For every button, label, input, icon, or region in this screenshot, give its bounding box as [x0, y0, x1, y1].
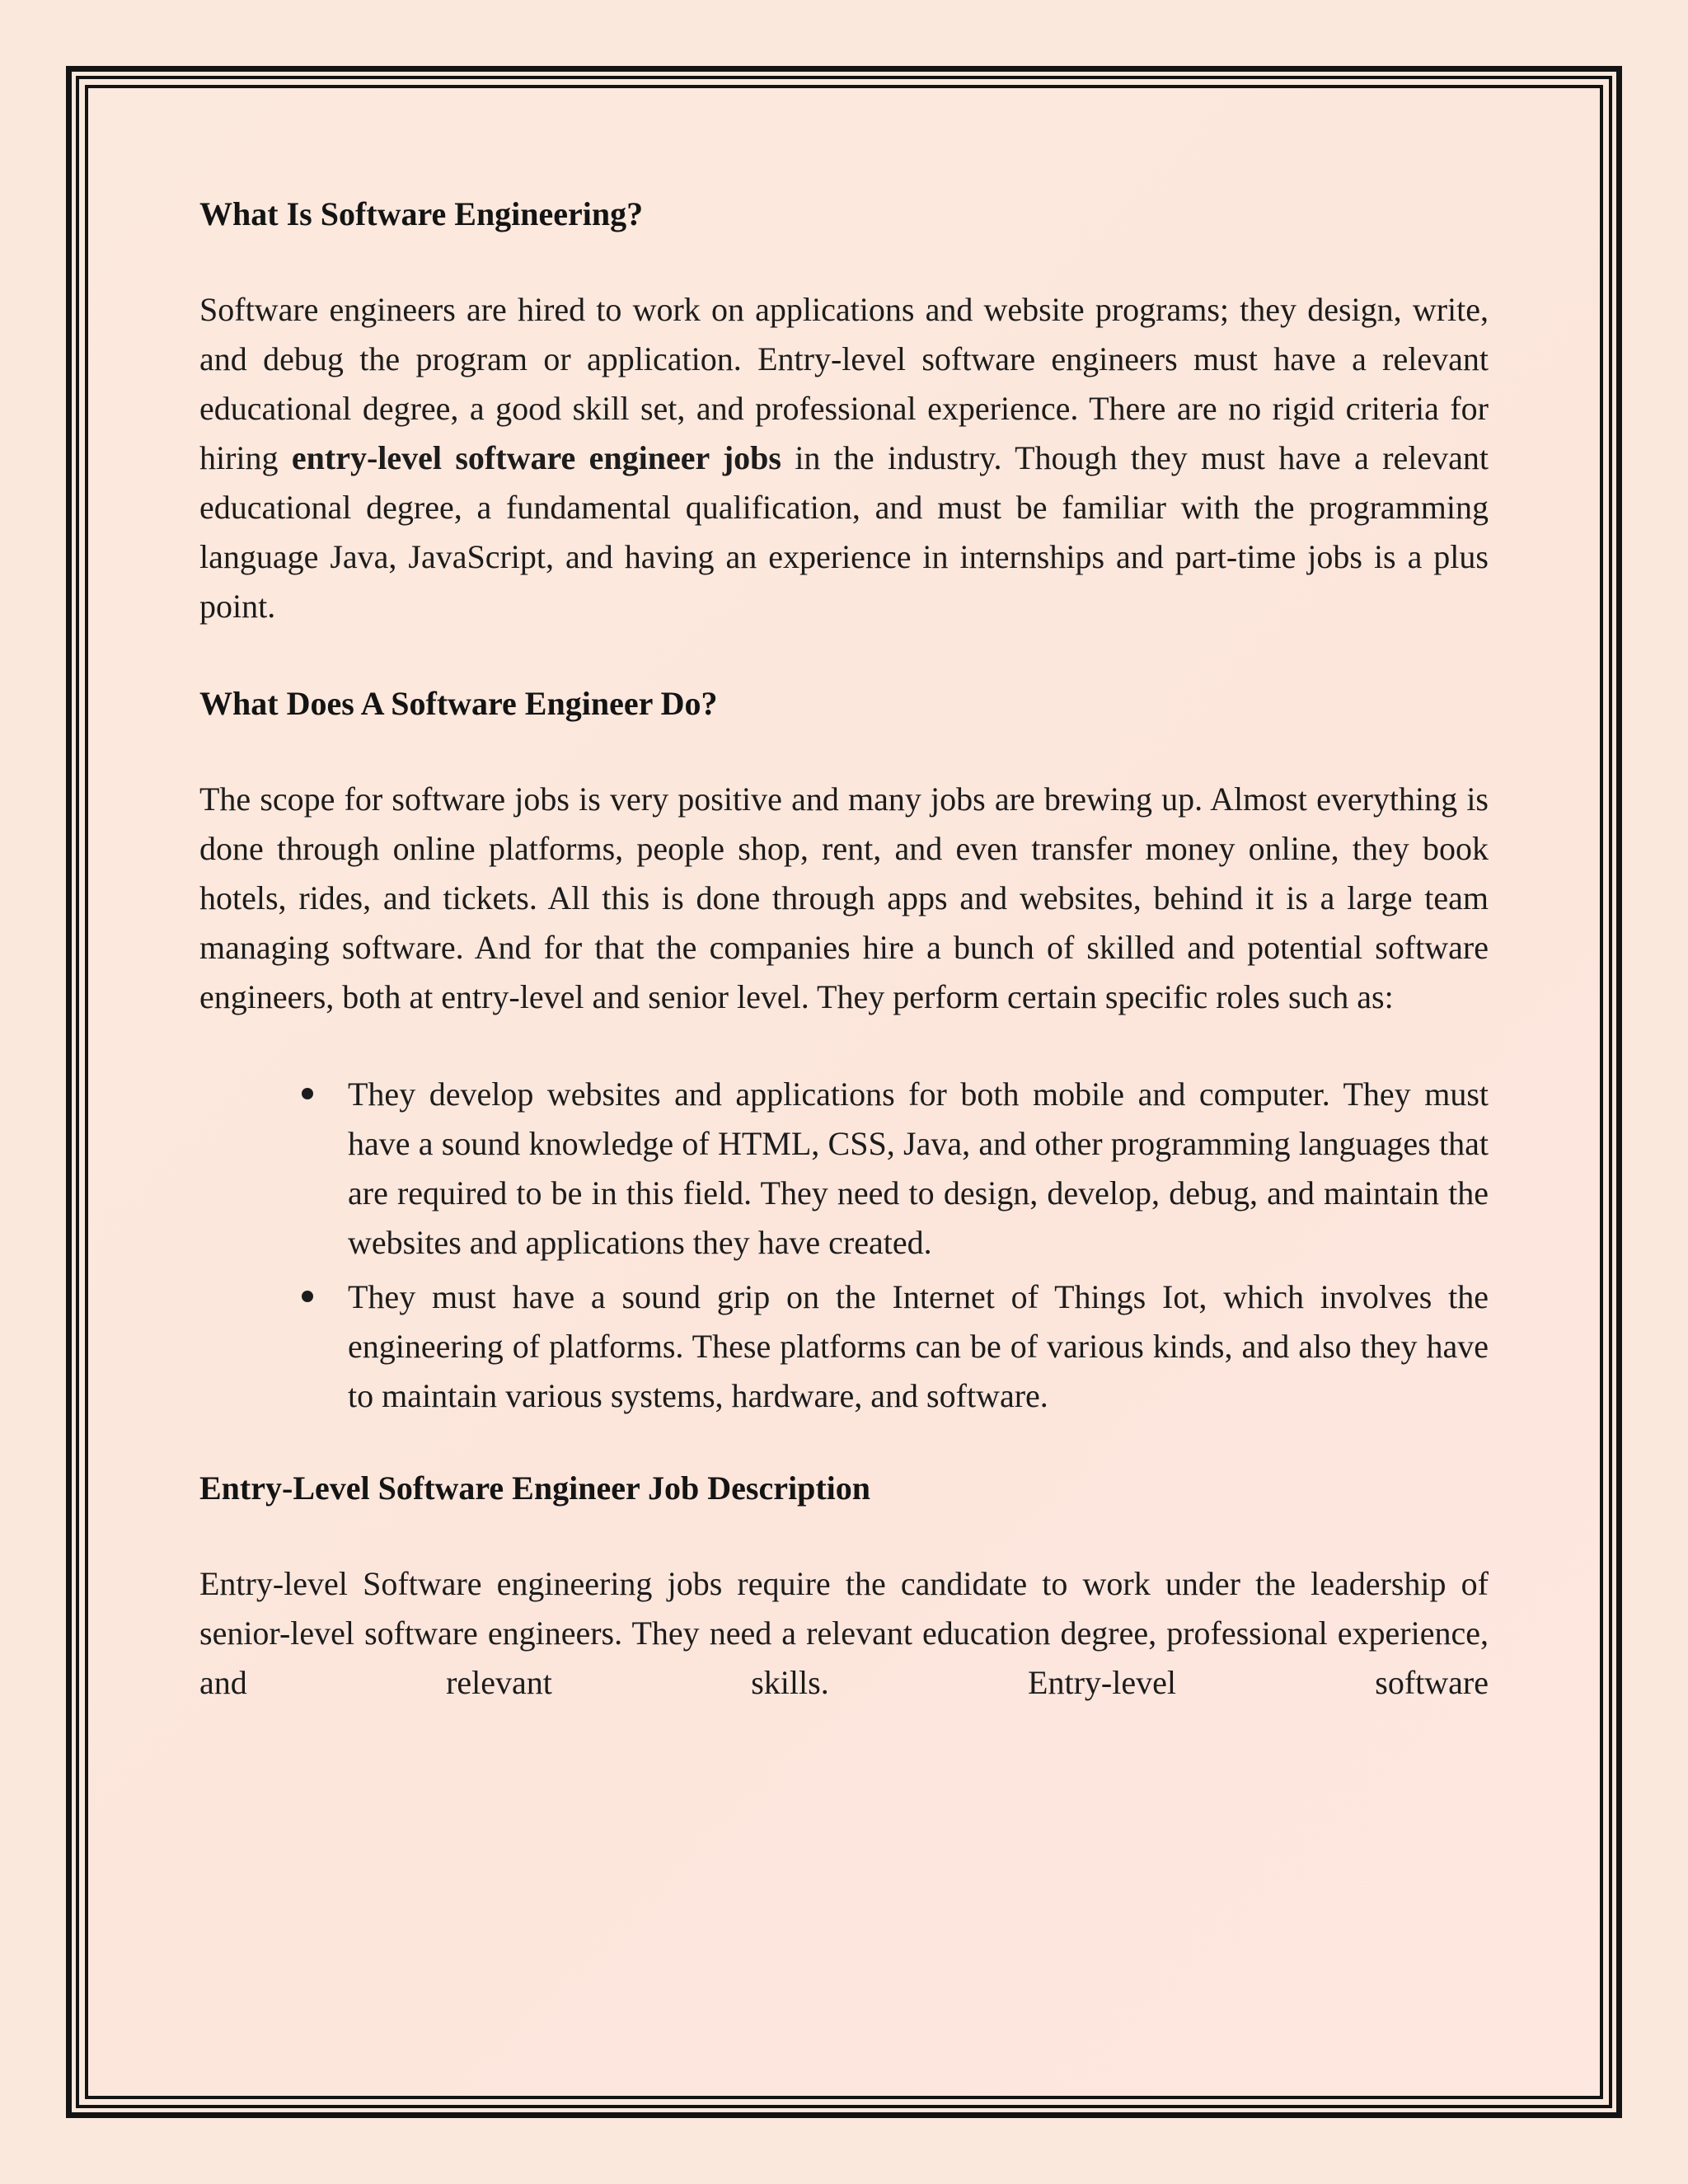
section-paragraph-what-does-a-software-engineer-do: The scope for software jobs is very positive and many jobs are brewing up. Almost everything is done through online platforms, people shop, rent, and even transfer money online, they book hotels, rides, and tickets. All this is done through apps and websites, behind it is a large team managing software. And for that the companies hire a bunch of skilled and potential software engineers, both at entry-level and senior level. They perform certain specific roles such as:	[199, 780, 1489, 1015]
paragraph-text-part-1: Software engineers are hired to work on applications and website programs; they design, write, and debug the program or application. Entry-level software engineers must have a relevant educational degree, a good skill set, and professional experience. There are no rigid criteria for hiring	[199, 291, 1489, 476]
list-item-text: They develop websites and applications for both mobile and computer. They must have a sound knowledge of HTML, CSS, Java, and other programming languages that are required to be in this field. They need to design, develop, debug, and maintain the websites and applications they have created.	[348, 1076, 1489, 1261]
bold-keyword-link: entry-level software engineer jobs	[291, 439, 781, 476]
section-heading-what-does-a-software-engineer-do: What Does A Software Engineer Do?	[199, 685, 718, 722]
section-paragraph-what-is-software-engineering	[199, 285, 1489, 631]
document-body	[199, 190, 1489, 1708]
section-heading-what-is-software-engineering: What Is Software Engineering?	[199, 195, 644, 232]
list-item	[348, 1272, 1489, 1421]
list-item-text: They must have a sound grip on the Internet of Things Iot, which involves the engineering of platforms. These platforms can be of various kinds, and also they have to maintain various systems, hardware, and software.	[348, 1278, 1489, 1414]
bullet-icon	[302, 1088, 313, 1099]
roles-bullet-list	[199, 1070, 1489, 1421]
bullet-icon	[302, 1291, 313, 1302]
section-heading-job-description: Entry-Level Software Engineer Job Description	[199, 1469, 871, 1507]
paragraph-text-part-2: in the industry. Though they must have a relevant educational degree, a fundamental qualification, and must be familiar with the programming language Java, JavaScript, and having an experience in internships and part-time jobs is a plus point.	[199, 439, 1489, 625]
section-paragraph-job-description: Entry-level Software engineering jobs require the candidate to work under the leadership of senior-level software engineers. They need a relevant education degree, professional experience, and relevant skills. Entry-level software	[199, 1565, 1489, 1701]
list-item	[348, 1070, 1489, 1268]
